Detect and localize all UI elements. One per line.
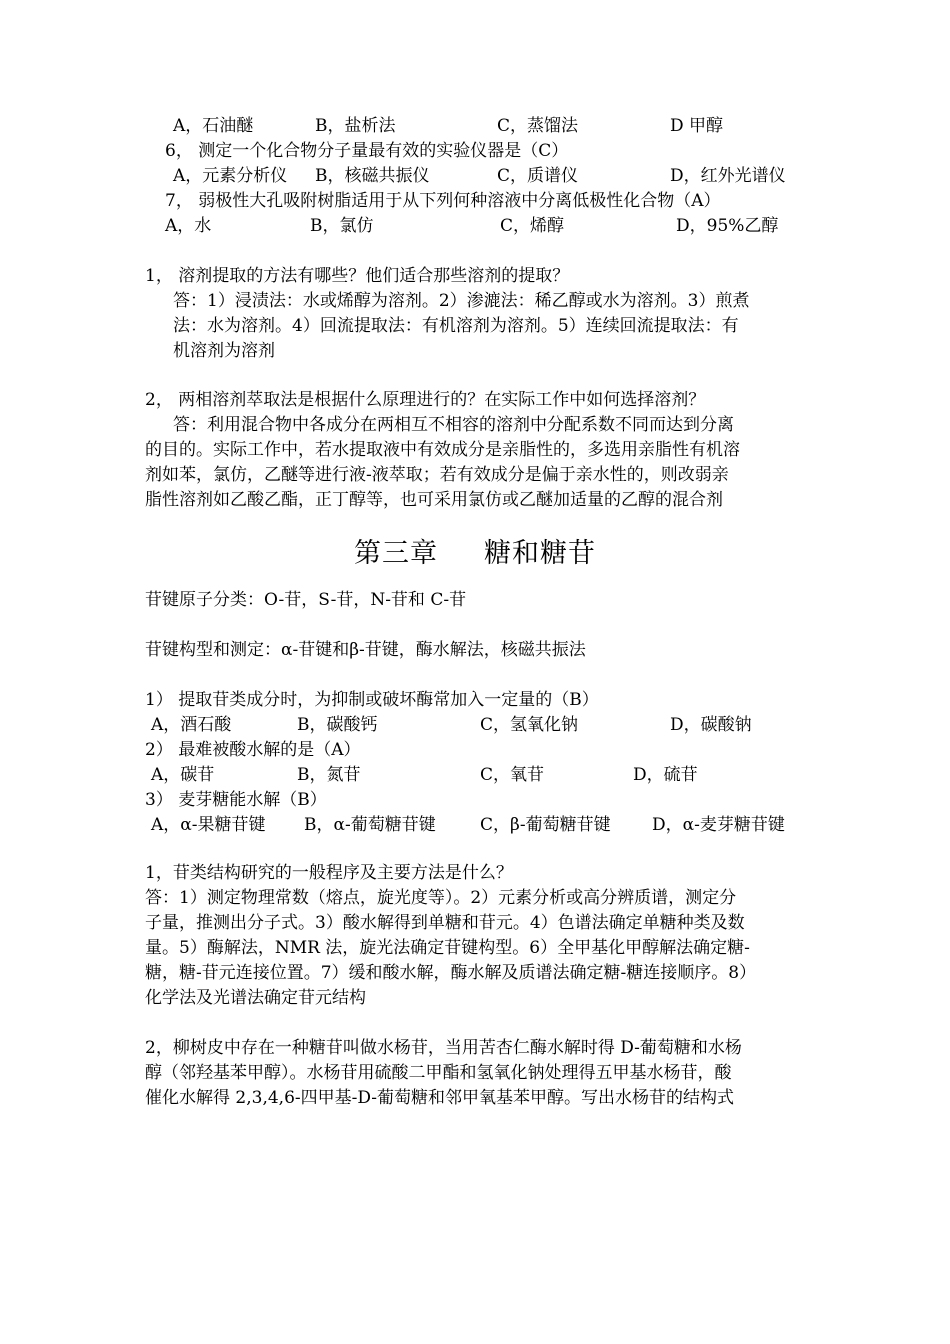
q5-option-c: C，蒸馏法 — [497, 116, 579, 136]
mcq2-option-d: D，硫苷 — [633, 765, 698, 785]
short1-answer-line: 法：水为溶剂。4）回流提取法：有机溶剂为溶剂。5）连续回流提取法：有 — [173, 316, 739, 336]
short3-question: 1，苷类结构研究的一般程序及主要方法是什么？ — [145, 863, 513, 883]
short3-answer-line: 子量，推测出分子式。3）酸水解得到单糖和苷元。4）色谱法确定单糖种类及数 — [145, 913, 745, 933]
mcq3-option-c: C，β-葡萄糖苷键 — [480, 815, 611, 835]
chapter-number: 第三章 — [354, 538, 438, 569]
short2-answer-line: 答：利用混合物中各成分在两相互不相容的溶剂中分配系数不同而达到分离 — [173, 415, 734, 435]
q6-question: 6， 测定一个化合物分子量最有效的实验仪器是（C） — [165, 141, 569, 161]
chapter-name: 糖和糖苷 — [484, 538, 596, 569]
short3-answer-line: 化学法及光谱法确定苷元结构 — [145, 988, 366, 1008]
mcq1-option-b: B，碳酸钙 — [297, 715, 378, 735]
q7-option-a: A，水 — [165, 216, 212, 236]
q7-question: 7， 弱极性大孔吸附树脂适用于从下列何种溶液中分离低极性化合物（A） — [165, 191, 721, 211]
mcq2-option-c: C，氧苷 — [480, 765, 545, 785]
mcq2-option-b: B，氮苷 — [297, 765, 361, 785]
short2-answer-line: 脂性溶剂如乙酸乙酯，正丁醇等，也可采用氯仿或乙醚加适量的乙醇的混合剂 — [145, 490, 723, 510]
short1-answer-line: 机溶剂为溶剂 — [173, 341, 275, 361]
short1-question: 1， 溶剂提取的方法有哪些？他们适合那些溶剂的提取？ — [145, 266, 570, 286]
short3-answer-line: 糖，糖-苷元连接位置。7）缓和酸水解，酶水解及质谱法确定糖-糖连接顺序。8） — [145, 963, 757, 983]
mcq3-option-d: D，α-麦芽糖苷键 — [652, 815, 785, 835]
short2-answer-line: 剂如苯，氯仿，乙醚等进行液-液萃取；若有效成分是偏于亲水性的，则改弱亲 — [145, 465, 729, 485]
short4-line: 醇（邻羟基苯甲醇）。水杨苷用硫酸二甲酯和氢氧化钠处理得五甲基水杨苷，酸 — [145, 1063, 732, 1083]
mcq-question: 3） 麦芽糖能水解（B） — [145, 790, 327, 810]
glycoside-configuration: 苷键构型和测定：α-苷键和β-苷键，酶水解法，核磁共振法 — [145, 640, 586, 660]
q6-option-d: D，红外光谱仪 — [670, 166, 786, 186]
mcq-question: 1） 提取苷类成分时，为抑制或破坏酶常加入一定量的（B） — [145, 690, 599, 710]
mcq1-option-c: C，氢氧化钠 — [480, 715, 579, 735]
short2-answer-line: 的目的。实际工作中，若水提取液中有效成分是亲脂性的，多选用亲脂性有机溶 — [145, 440, 740, 460]
q7-option-d: D，95%乙醇 — [676, 216, 779, 236]
q5-option-a: A，石油醚 — [173, 116, 254, 136]
chapter-title — [0, 537, 950, 571]
q6-option-c: C，质谱仪 — [497, 166, 579, 186]
short3-answer-line: 答：1）测定物理常数（熔点，旋光度等）。2）元素分析或高分辨质谱，测定分 — [145, 888, 737, 908]
q7-option-c: C，烯醇 — [500, 216, 565, 236]
short4-line: 2，柳树皮中存在一种糖苷叫做水杨苷，当用苦杏仁酶水解时得 D-葡萄糖和水杨 — [145, 1038, 742, 1058]
mcq2-option-a: A，碳苷 — [151, 765, 215, 785]
q6-option-a: A，元素分析仪 — [173, 166, 288, 186]
q5-option-b: B，盐析法 — [315, 116, 396, 136]
short1-answer-line: 答：1）浸渍法：水或烯醇为溶剂。2）渗漉法：稀乙醇或水为溶剂。3）煎煮 — [173, 291, 750, 311]
mcq1-option-d: D，碳酸钠 — [670, 715, 752, 735]
q6-option-b: B，核磁共振仪 — [315, 166, 430, 186]
short4-line: 催化水解得 2,3,4,6-四甲基-D-葡萄糖和邻甲氧基苯甲醇。写出水杨苷的结构式 — [145, 1088, 735, 1108]
mcq-question: 2） 最难被酸水解的是（A） — [145, 740, 361, 760]
mcq1-option-a: A，酒石酸 — [151, 715, 232, 735]
mcq3-option-a: A，α-果糖苷键 — [151, 815, 266, 835]
short3-answer-line: 量。5）酶解法，NMR 法，旋光法确定苷键构型。6）全甲基化甲醇解法确定糖- — [145, 938, 750, 958]
q5-option-d: D 甲醇 — [670, 116, 724, 136]
glycoside-atom-classification: 苷键原子分类：O-苷，S-苷，N-苷和 C-苷 — [145, 590, 467, 610]
mcq3-option-b: B，α-葡萄糖苷键 — [304, 815, 436, 835]
short2-question: 2， 两相溶剂萃取法是根据什么原理进行的？在实际工作中如何选择溶剂？ — [145, 390, 706, 410]
q7-option-b: B，氯仿 — [310, 216, 374, 236]
